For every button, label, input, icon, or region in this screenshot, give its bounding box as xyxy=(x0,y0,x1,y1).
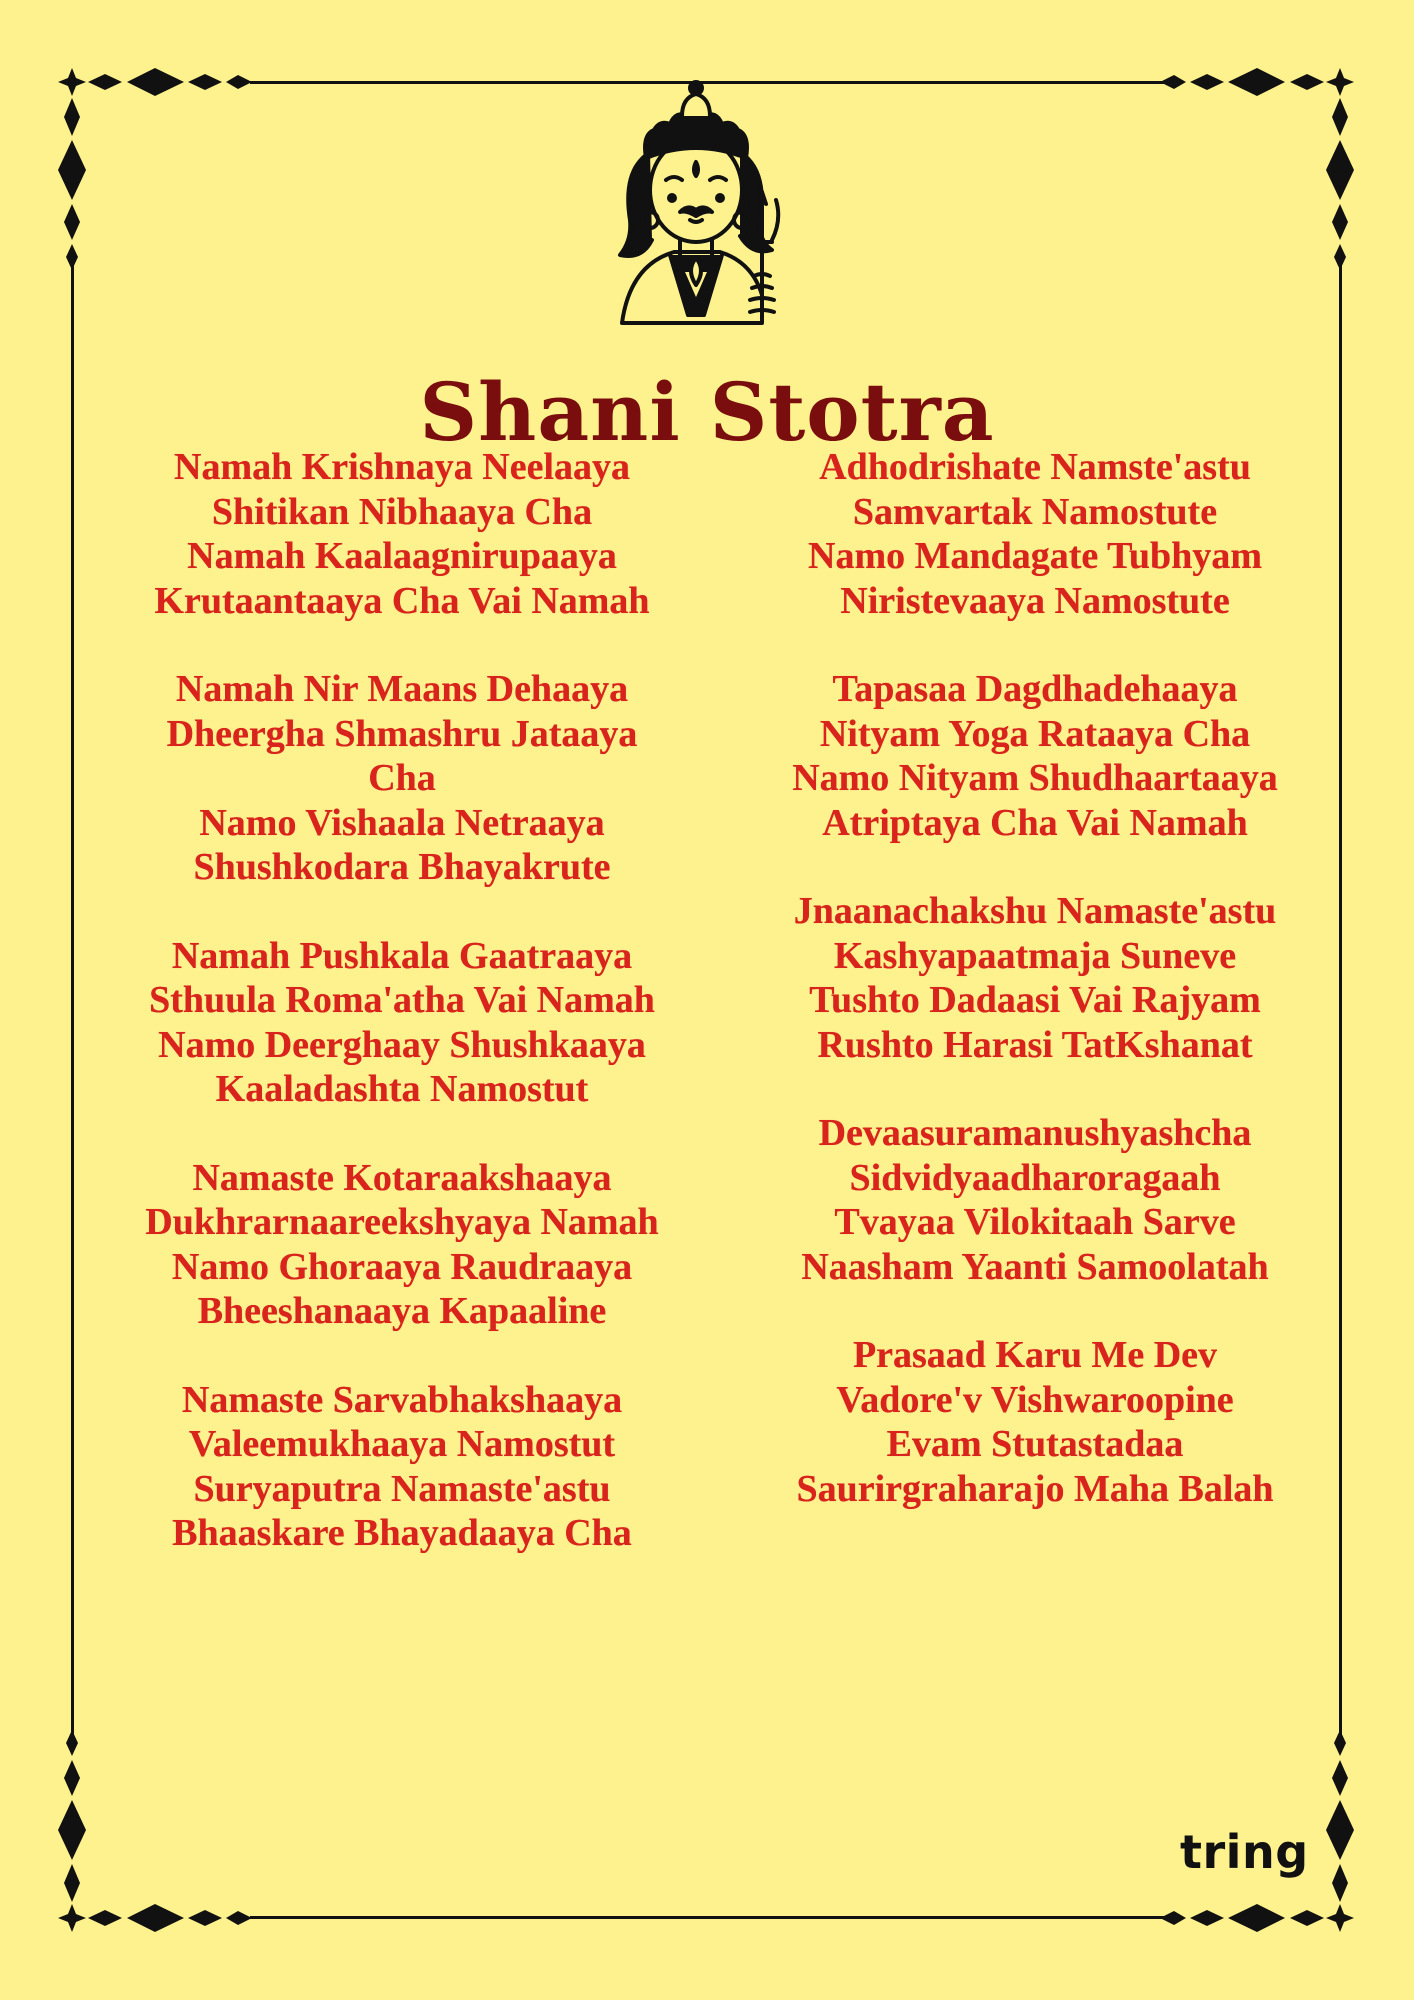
verse-line: Namah Krishnaya Neelaaya xyxy=(174,446,630,488)
verse-line: Dheergha Shmashru Jataaya xyxy=(166,712,638,755)
verse-line: Devaasuramanushyashcha xyxy=(818,1112,1252,1154)
verse-line: Jnaanachakshu Namaste'astu xyxy=(793,890,1277,932)
verse-line: Sthuula Roma'atha Vai Namah xyxy=(149,979,655,1021)
stanza xyxy=(92,1156,712,1334)
verse-line: Namo Vishaala Netraaya xyxy=(199,801,605,844)
verse-line: Prasaad Karu Me Dev xyxy=(852,1334,1218,1376)
corner-ornament-bottom-left-icon xyxy=(52,1728,262,1938)
brand-logo: tring xyxy=(1180,1825,1309,1879)
verse-line: Krutaantaaya Cha Vai Namah xyxy=(154,579,650,622)
verse-line: Atriptaya Cha Vai Namah xyxy=(822,801,1248,844)
verse-line: Nityam Yoga Rataaya Cha xyxy=(819,712,1251,755)
stanza xyxy=(725,667,1345,845)
verse-line: Namo Nityam Shudhaartaaya xyxy=(792,757,1278,799)
verse-line: Adhodrishate Namste'astu xyxy=(819,446,1251,488)
page-title: Shani Stotra xyxy=(419,364,995,459)
stanza xyxy=(92,445,712,623)
verse-line: Namaste Sarvabhakshaaya xyxy=(181,1378,623,1421)
verse-line: Evam Stutastadaa xyxy=(886,1423,1184,1465)
stanza xyxy=(725,1111,1345,1289)
verse-line: Vadore'v Vishwaroopine xyxy=(836,1378,1234,1421)
verse-line: Shitikan Nibhaaya Cha xyxy=(211,490,593,533)
stanza xyxy=(725,445,1345,623)
stanza xyxy=(92,934,712,1112)
verse-line: Namo Deerghaay Shushkaaya xyxy=(158,1023,646,1066)
verse-line: Namaste Kotaraakshaaya xyxy=(192,1156,612,1199)
verse-line: Shushkodara Bhayakrute xyxy=(193,846,611,888)
verse-line: Bheeshanaaya Kapaaline xyxy=(197,1290,607,1332)
verse-line: Valeemukhaaya Namostut xyxy=(188,1423,616,1465)
verse-line: Namo Mandagate Tubhyam xyxy=(808,535,1262,577)
verse-line: Suryaputra Namaste'astu xyxy=(193,1467,611,1510)
verse-line: Samvartak Namostute xyxy=(852,490,1218,533)
verse-line: Namah Pushkala Gaatraaya xyxy=(171,934,633,977)
stotra-left-column xyxy=(92,445,712,1600)
verse-line: Saurirgraharajo Maha Balah xyxy=(796,1467,1274,1510)
verse-line: Niristevaaya Namostute xyxy=(840,579,1230,622)
verse-line: Sidvidyaadharoragaah xyxy=(849,1156,1221,1199)
verse-line: Naasham Yaanti Samoolatah xyxy=(801,1245,1269,1288)
verse-line: Namah Kaalaagnirupaaya xyxy=(187,535,617,577)
verse-line: Namo Ghoraaya Raudraaya xyxy=(171,1245,633,1288)
verse-line: Dukhrarnaareekshyaya Namah xyxy=(145,1201,659,1243)
verse-line: Tushto Dadaasi Vai Rajyam xyxy=(809,979,1261,1021)
verse-line: Cha xyxy=(368,757,436,799)
stanza xyxy=(725,1333,1345,1511)
stanza xyxy=(92,667,712,890)
verse-line: Kashyapaatmaja Suneve xyxy=(833,934,1237,977)
verse-line: Tapasaa Dagdhadehaaya xyxy=(832,668,1238,710)
verse-line: Rushto Harasi TatKshanat xyxy=(817,1023,1253,1066)
shani-dev-illustration-icon xyxy=(612,80,792,330)
verse-line: Namah Nir Maans Dehaaya xyxy=(175,668,629,710)
verse-line: Kaaladashta Namostut xyxy=(215,1068,589,1110)
corner-ornament-top-left-icon xyxy=(52,62,262,272)
verse-line: Bhaaskare Bhayadaaya Cha xyxy=(172,1512,632,1554)
stanza xyxy=(725,889,1345,1067)
verse-line: Tvayaa Vilokitaah Sarve xyxy=(834,1201,1236,1243)
stotra-right-column xyxy=(725,445,1345,1555)
border-left-line xyxy=(71,260,74,1740)
border-bottom-line xyxy=(250,1916,1170,1919)
corner-ornament-top-right-icon xyxy=(1150,62,1360,272)
stanza xyxy=(92,1378,712,1556)
